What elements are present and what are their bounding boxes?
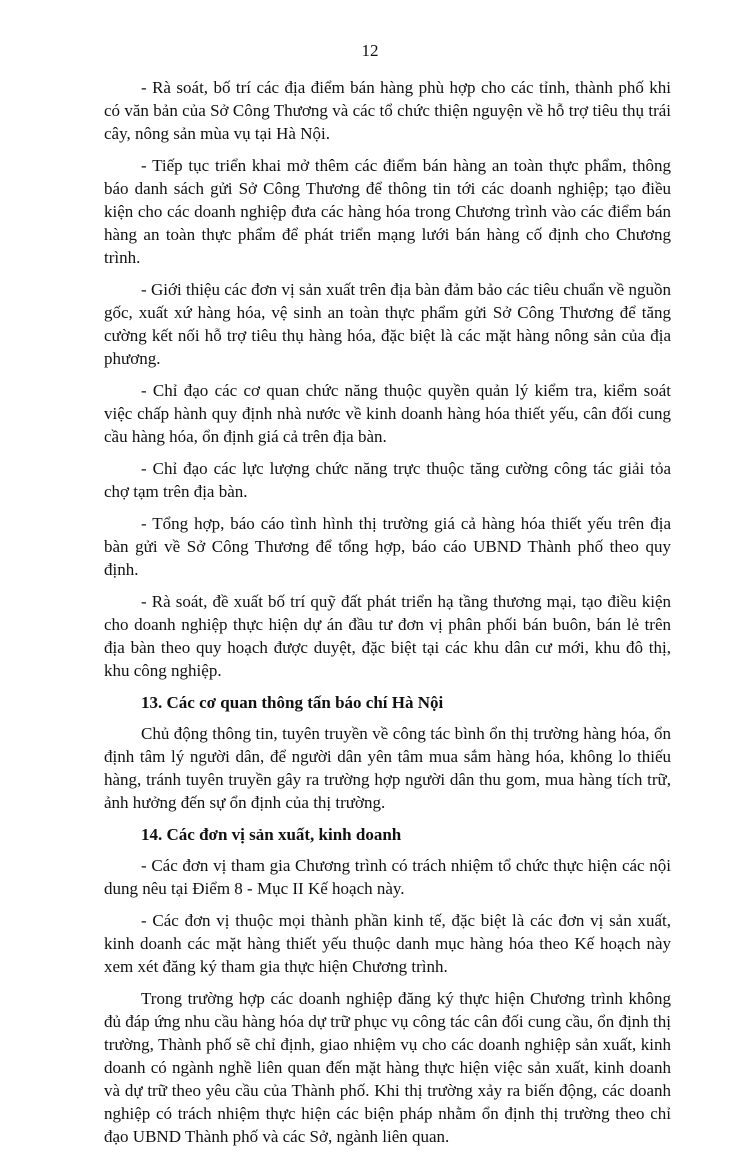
paragraph: - Các đơn vị tham gia Chương trình có trách nhiệm tổ chức thực hiện các nội dung nêu tại Điểm 8 - Mục II Kế hoạch này. (104, 856, 671, 898)
paragraph: - Tổng hợp, báo cáo tình hình thị trường giá cả hàng hóa thiết yếu trên địa bàn gửi về Sở Công Thương để tổng hợp, báo cáo UBND Thành phố theo quy định. (104, 514, 671, 579)
paragraph: - Chỉ đạo các lực lượng chức năng trực thuộc tăng cường công tác giải tỏa chợ tạm trên địa bàn. (104, 459, 671, 501)
paragraph: - Giới thiệu các đơn vị sản xuất trên địa bàn đảm bảo các tiêu chuẩn về nguồn gốc, xuất xứ hàng hóa, vệ sinh an toàn thực phẩm gửi Sở Công Thương để tăng cường kết nối hỗ trợ tiêu thụ hàng hóa, đặc biệt là các mặt hàng nông sản của địa phương. (104, 280, 671, 368)
paragraph: Chủ động thông tin, tuyên truyền về công tác bình ổn thị trường hàng hóa, ổn định tâm lý người dân, để người dân yên tâm mua sắm hàng hóa, không lo thiếu hàng, tránh tuyên truyền gây ra trường hợp người dân thu gom, mua hàng tích trữ, ảnh hưởng đến sự ổn định của thị trường. (104, 724, 671, 812)
page-number: 12 (361, 41, 379, 60)
paragraph: - Tiếp tục triển khai mở thêm các điểm bán hàng an toàn thực phẩm, thông báo danh sách gửi Sở Công Thương để thông tin tới các doanh nghiệp; tạo điều kiện cho các doanh nghiệp đưa các hàng hóa trong Chương trình vào các điểm bán hàng an toàn thực phẩm để phát triển mạng lưới bán hàng cố định cho Chương trình. (104, 156, 671, 267)
paragraph: - Các đơn vị thuộc mọi thành phần kinh tế, đặc biệt là các đơn vị sản xuất, kinh doanh các mặt hàng thiết yếu thuộc danh mục hàng hóa theo Kế hoạch này xem xét đăng ký tham gia thực hiện Chương trình. (104, 911, 671, 976)
paragraph: - Rà soát, đề xuất bố trí quỹ đất phát triển hạ tầng thương mại, tạo điều kiện cho doanh nghiệp thực hiện dự án đầu tư đơn vị phân phối bán buôn, bán lẻ trên địa bàn theo quy hoạch được duyệt, đặc biệt tại các khu dân cư mới, khu đô thị, khu công nghiệp. (104, 592, 671, 680)
paragraph: Trong trường hợp các doanh nghiệp đăng ký thực hiện Chương trình không đủ đáp ứng nhu cầu hàng hóa dự trữ phục vụ công tác cân đối cung cầu, ổn định thị trường, Thành phố sẽ chỉ định, giao nhiệm vụ cho các doanh nghiệp sản xuất, kinh doanh có ngành nghề liên quan đến mặt hàng thực hiện việc sản xuất, kinh doanh và dự trữ theo yêu cầu của Thành phố. Khi thị trường xảy ra biến động, các doanh nghiệp có trách nhiệm thực hiện các biện pháp nhằm ổn định thị trường theo chỉ đạo UBND Thành phố và các Sở, ngành liên quan. (104, 989, 671, 1146)
section-heading: 14. Các đơn vị sản xuất, kinh doanh (141, 825, 402, 844)
document-body (104, 76, 671, 1157)
paragraph: - Chỉ đạo các cơ quan chức năng thuộc quyền quản lý kiểm tra, kiểm soát việc chấp hành quy định nhà nước về kinh doanh hàng hóa thiết yếu, cân đối cung cầu hàng hóa, ổn định giá cả trên địa bàn. (104, 381, 671, 446)
paragraph: - Rà soát, bố trí các địa điểm bán hàng phù hợp cho các tỉnh, thành phố khi có văn bản của Sở Công Thương và các tổ chức thiện nguyện về hỗ trợ tiêu thụ trái cây, nông sản mùa vụ tại Hà Nội. (104, 78, 671, 143)
section-heading: 13. Các cơ quan thông tấn báo chí Hà Nội (141, 693, 444, 712)
